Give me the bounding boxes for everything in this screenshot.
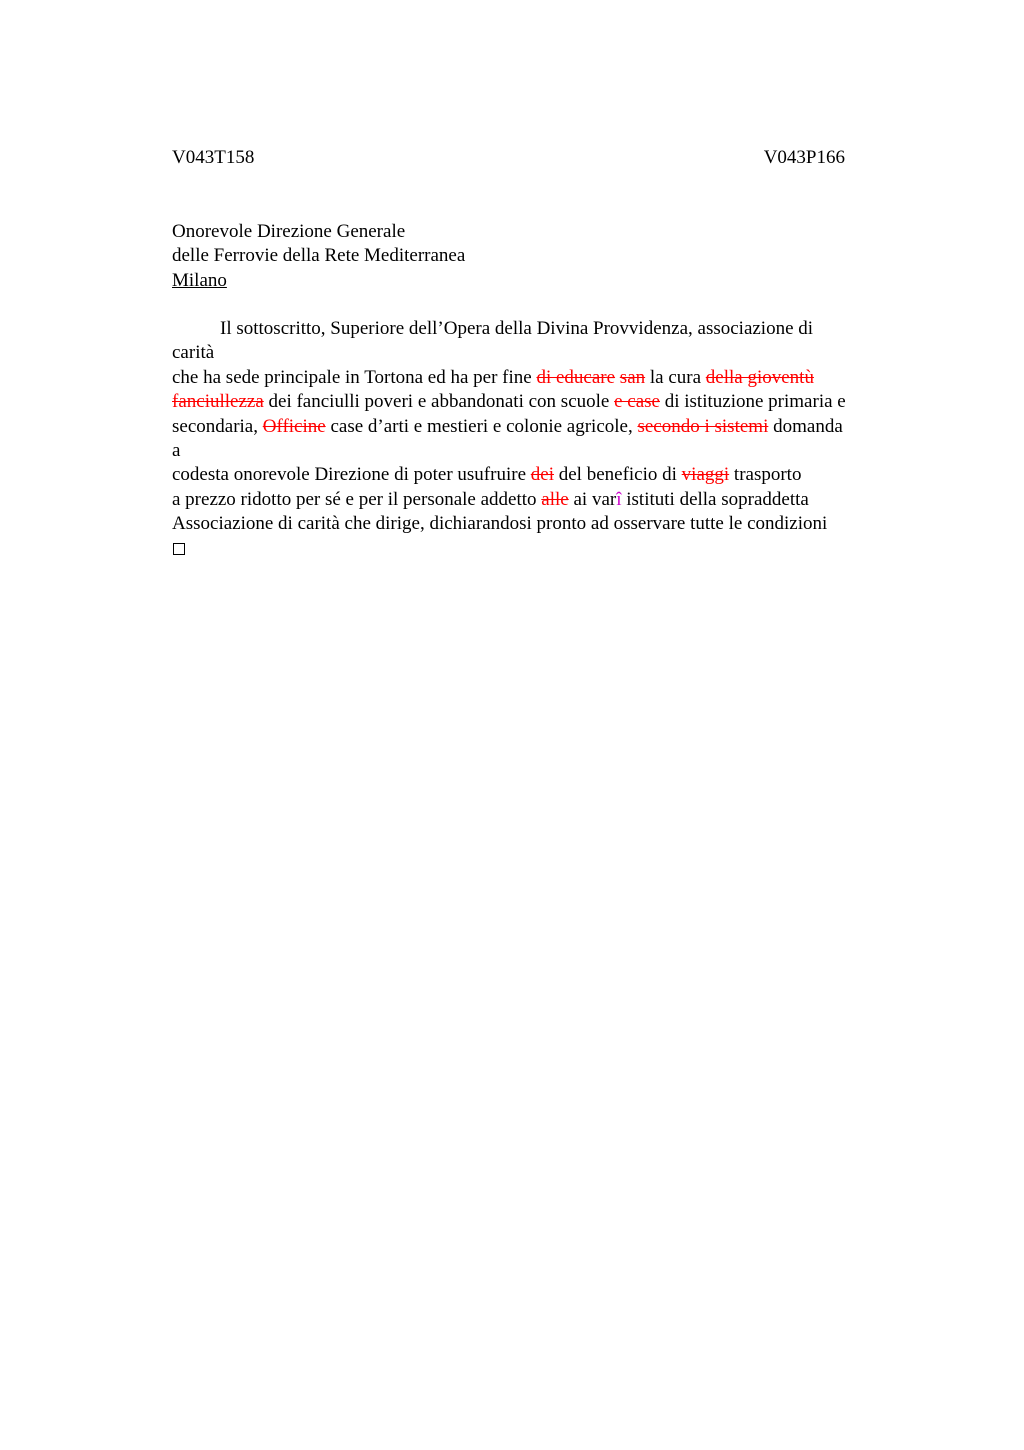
checkbox-square-icon	[173, 543, 185, 555]
body-text: a prezzo ridotto per sé e per il personale addetto	[172, 488, 542, 510]
address-line-2: delle Ferrovie della Rete Mediterranea	[172, 245, 466, 267]
body-line-9	[172, 512, 908, 536]
body-line-4	[172, 390, 908, 414]
body-text: Associazione di carità che dirige, dichiarandosi pronto ad osservare tutte le condizioni	[172, 513, 828, 535]
deleted-text: alle	[541, 488, 569, 510]
deleted-text: di educare	[536, 366, 616, 388]
body-text: la cura	[645, 366, 706, 388]
body-text: case d’arti e mestieri e colonie agricole,	[325, 415, 638, 437]
body-line-6	[172, 439, 908, 463]
deleted-text: viaggi	[681, 464, 730, 486]
body-line-7	[172, 463, 908, 487]
body-line-5	[172, 415, 908, 439]
body-text: che ha sede principale in Tortona ed ha per fine	[172, 366, 537, 388]
document-header	[172, 146, 845, 170]
body-text: istituti della sopraddetta	[621, 488, 809, 510]
body-line-10	[172, 537, 908, 562]
header-right-code: V043P166	[763, 147, 845, 168]
body-text: di istituzione primaria e	[659, 391, 846, 413]
letter-body	[172, 317, 908, 562]
body-line-3	[172, 366, 908, 390]
header-left-code: V043T158	[172, 147, 255, 168]
deleted-text: san	[619, 366, 646, 388]
deleted-text: della gioventù	[705, 366, 814, 388]
body-text: carità	[172, 342, 215, 364]
body-line-8	[172, 488, 908, 512]
body-text: codesta onorevole Direzione di poter usufruire	[172, 464, 531, 486]
deleted-text: e case	[614, 391, 660, 413]
body-text: a	[172, 440, 181, 462]
deleted-text: fanciullezza	[172, 391, 264, 413]
deleted-text: dei	[530, 464, 554, 486]
body-text: domanda	[768, 415, 843, 437]
body-text: del beneficio di	[553, 464, 682, 486]
address-block	[172, 220, 908, 293]
deleted-text: secondo i sistemi	[637, 415, 769, 437]
address-city: Milano	[172, 269, 227, 291]
body-line-2	[172, 341, 908, 365]
body-text: dei fanciulli poveri e abbandonati con scuole	[263, 391, 615, 413]
address-line-1: Onorevole Direzione Generale	[172, 221, 406, 242]
deleted-text: Officine	[262, 415, 326, 437]
body-text: Il sottoscritto, Superiore dell’Opera della Divina Provvidenza, associazione di	[220, 318, 814, 339]
body-text: trasporto	[729, 464, 802, 486]
inserted-mark: î	[616, 488, 622, 510]
body-text: secondaria,	[172, 415, 263, 437]
body-line-1	[172, 317, 908, 341]
body-text: ai var	[568, 488, 617, 510]
